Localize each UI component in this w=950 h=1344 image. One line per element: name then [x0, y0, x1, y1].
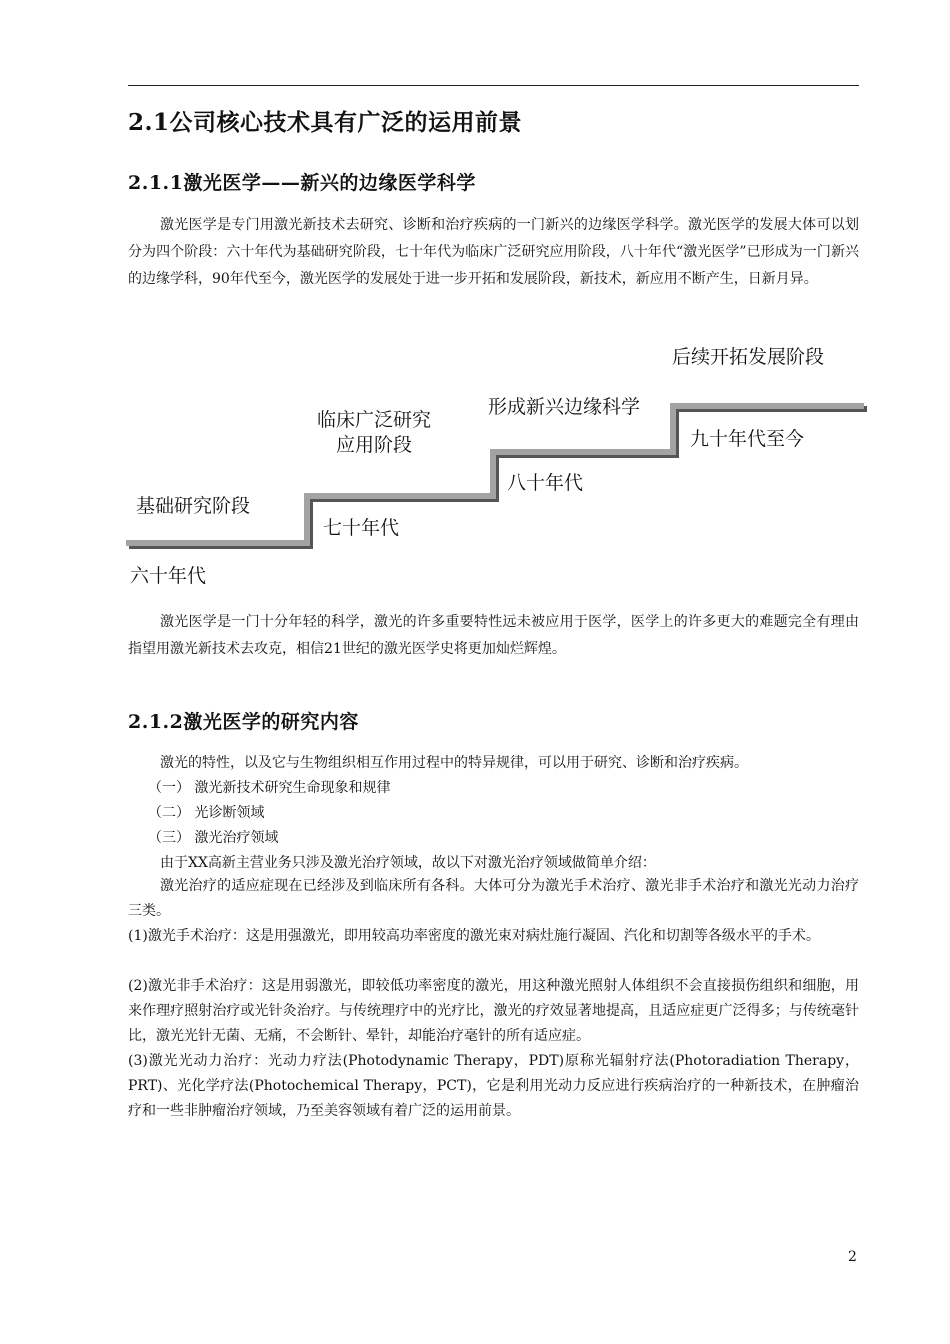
paragraph-laser-medicine-future: 激光医学是一门十分年轻的科学，激光的许多重要特性远未被应用于医学，医学上的许多更大的难题完全有理由指望用激光新技术去攻克，相信21世纪的激光医学史将更加灿烂辉煌。	[128, 614, 859, 657]
research-item-1: （一） 激光新技术研究生命现象和规律	[148, 780, 391, 796]
stage-2-decade: 七十年代	[323, 517, 400, 539]
research-item-3: （三） 激光治疗领域	[148, 830, 279, 846]
research-intro: 激光的特性，以及它与生物组织相互作用过程中的特异规律，可以用于研究、诊断和治疗疾病。	[160, 755, 748, 771]
subsection-title-2: 2.1.2激光医学的研究内容	[128, 711, 359, 733]
stage-1-decade: 六十年代	[130, 565, 207, 587]
research-item-2: （二） 光诊断领域	[148, 805, 265, 821]
page-number: 2	[848, 1249, 857, 1265]
stage-4-decade: 九十年代至今	[690, 428, 805, 450]
treatment-note: 由于XX高新主营业务只涉及激光治疗领域，故以下对激光治疗领域做简单介绍：	[160, 855, 656, 871]
paragraph-nonsurgical-treatment: (2)激光非手术治疗：这是用弱激光，即较低功率密度的激光，用这种激光照射人体组织不会直接损伤组织和细胞，用来作理疗照射治疗或光针灸治疗。与传统理疗中的光疗比，激光的疗效显著地提高，且适应症更广泛得多；与传统毫针比，激光光针无菌、无痛，不会断针、晕针，却能治疗毫针的所有适应症。	[128, 978, 859, 1044]
stage-1-name: 基础研究阶段	[136, 495, 251, 517]
stage-3-name: 形成新兴边缘科学	[488, 396, 641, 418]
paragraph-photodynamic-therapy: (3)激光光动力治疗：光动力疗法(Photodynamic Therapy，PDT)原称光辐射疗法(Photoradiation Therapy，PRT)、光化学疗法(Photochemical Therapy，PCT)，它是利用光动力反应进行疾病治疗的一种新技术，在肿瘤治疗和一些非肿瘤治疗领域，乃至美容领域有着广泛的运用前景。	[128, 1053, 859, 1119]
stage-4-name: 后续开拓发展阶段	[672, 346, 825, 368]
stage-3-decade: 八十年代	[507, 472, 584, 494]
paragraph-treatment-categories: 激光治疗的适应症现在已经涉及到临床所有各科。大体可分为激光手术治疗、激光非手术治疗和激光光动力治疗三类。	[128, 878, 859, 919]
paragraph-surgical-treatment: (1)激光手术治疗：这是用强激光，即用较高功率密度的激光束对病灶施行凝固、汽化和切割等各级水平的手术。	[128, 928, 820, 944]
stage-2-name-line1: 临床广泛研究	[316, 409, 431, 431]
section-title: 2.1公司核心技术具有广泛的运用前景	[128, 109, 523, 136]
stage-2-name-line2: 应用阶段	[335, 434, 412, 456]
subsection-title-1: 2.1.1激光医学——新兴的边缘医学科学	[128, 172, 476, 194]
paragraph-laser-medicine-stages: 激光医学是专门用激光新技术去研究、诊断和治疗疾病的一门新兴的边缘医学科学。激光医学的发展大体可以划分为四个阶段：六十年代为基础研究阶段，七十年代为临床广泛研究应用阶段，八十年代“激光医学”已形成为一门新兴的边缘学科，90年代至今，激光医学的发展处于进一步开拓和发展阶段，新技术，新应用不断产生，日新月异。	[128, 217, 859, 287]
